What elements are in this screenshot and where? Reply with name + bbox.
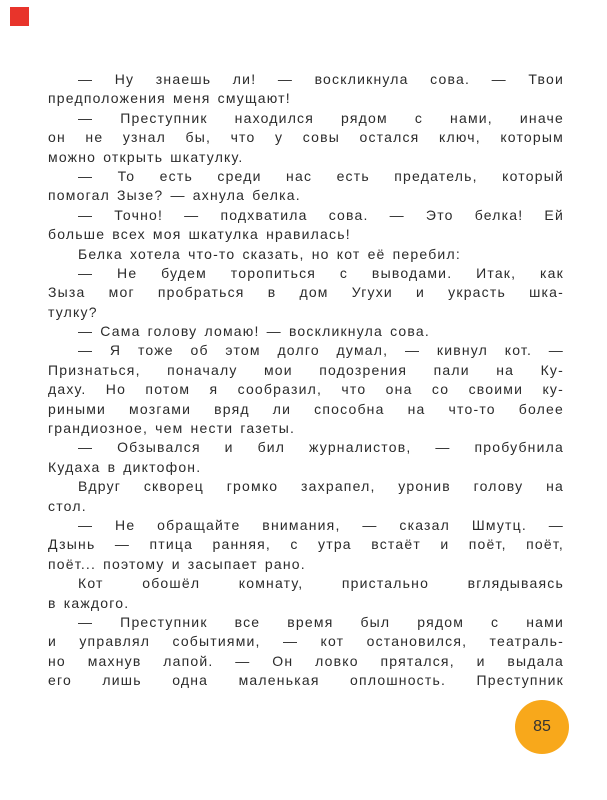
text-line: — Обзывался и бил журналистов, — пробубнила: [78, 439, 564, 456]
text-line: риными мозгами вряд ли способна на что-то более: [48, 400, 564, 417]
text-line: больше всех моя шкатулка нравилась!: [48, 226, 351, 243]
text-line: — Не обращайте внимания, — сказал Шмутц. —: [78, 516, 564, 533]
text-line: в каждого.: [48, 594, 130, 611]
text-line: — Не будем торопиться с выводами. Итак, как: [78, 264, 564, 281]
text-line: — Сама голову ломаю! — воскликнула сова.: [78, 323, 430, 340]
text-line: и управлял событиями, — кот остановился, театраль-: [48, 633, 564, 650]
page-number: 85: [533, 718, 551, 735]
text-line: помогал Зызе? — ахнула белка.: [48, 187, 301, 204]
text-line: — Точно! — подхватила сова. — Это белка! Ей: [78, 206, 564, 223]
text-line: его лишь одна маленькая оплошность. Преступник: [48, 672, 564, 689]
text-line: тулку?: [48, 303, 98, 320]
text-line: предположения меня смущают!: [48, 90, 291, 107]
corner-marker: [10, 7, 29, 26]
text-line: — То есть среди нас есть предатель, который: [78, 167, 564, 184]
text-line: Дзынь — птица ранняя, с утра встаёт и поёт, поёт,: [48, 536, 564, 553]
text-line: Зыза мог пробраться в дом Угухи и украсть шка-: [48, 284, 564, 301]
page-number-badge: [515, 700, 569, 754]
text-line: он не узнал бы, что у совы остался ключ, которым: [48, 129, 564, 146]
text-line: — Преступник находился рядом с нами, иначе: [78, 109, 564, 126]
text-line: можно открыть шкатулку.: [48, 148, 244, 165]
text-line: поёт... поэтому и засыпает рано.: [48, 555, 306, 572]
text-line: Признаться, поначалу мои подозрения пали на Ку-: [48, 361, 564, 378]
text-line: — Я тоже об этом долго думал, — кивнул кот. —: [78, 342, 564, 359]
text-line: Кудаха в диктофон.: [48, 458, 202, 475]
text-line: но махнув лапой. — Он ловко прятался, и выдала: [48, 652, 564, 669]
text-line: — Ну знаешь ли! — воскликнула сова. — Твои: [78, 71, 564, 87]
text-line: Вдруг скворец громко захрапел, уронив голову на: [78, 478, 564, 495]
text-line: грандиозное, чем нести газеты.: [48, 420, 296, 437]
text-block: [48, 70, 564, 691]
text-line: стол.: [48, 497, 87, 514]
text-line: Белка хотела что-то сказать, но кот её перебил:: [78, 245, 461, 262]
text-line: Кот обошёл комнату, пристально вглядываясь: [78, 575, 564, 592]
text-line: даху. Но потом я сообразил, что она со своими ку-: [48, 381, 564, 398]
text-line: — Преступник все время был рядом с нами: [78, 613, 564, 630]
